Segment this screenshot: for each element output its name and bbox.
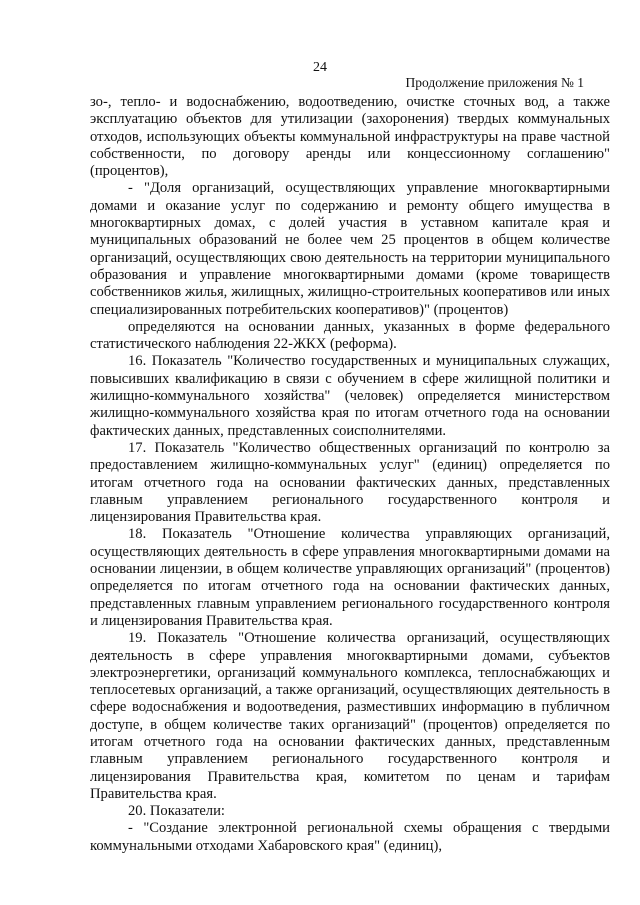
- document-body: [90, 94, 610, 855]
- paragraph-indicator-19: 19. Показатель "Отношение количества организаций, осуществляющих деятельность в сфере управления многоквартирными домами, субъектов электроэнергетики, организаций коммунального комплекса, теплоснабжающих и теплосетевых организаций, а также организаций, осуществляющих деятельность в сфере водоснабжения и водоотведения, разместивших информацию в публичном доступе, в общем количестве таких организаций" (процентов) определяется по итогам отчетного года на основании фактических данных, представленным главным управлением регионального государственного контроля и лицензирования Правительства края, комитетом по ценам и тарифам Правительства края.: [90, 630, 610, 802]
- paragraph-indicator-17: 17. Показатель "Количество общественных организаций по контролю за предоставлением жилищно-коммунальных услуг" (единиц) определяется по итогам отчетного года на основании фактических данных, представленных главным управлением регионального государственного контроля и лицензирования Правительства края.: [90, 439, 610, 526]
- paragraph-indicator-16: 16. Показатель "Количество государственных и муниципальных служащих, повысивших квалификацию в связи с обучением в сфере жилищной политики и жилищно-коммунального хозяйства" (человек) определяется министерством жилищно-коммунального хозяйства края по итогам отчетного года на основании фактических данных, представленных соисполнителями.: [90, 353, 610, 439]
- paragraph-share-of-organizations: - "Доля организаций, осуществляющих управление многоквартирными домами и оказание услуг по содержанию и ремонту общего имущества в многоквартирных домах, с долей участия в уставном капитале края и муниципальных образований не более чем 25 процентов в общем количестве организаций, осуществляющих свою деятельность на территории муниципального образования и управление многоквартирными домами (кроме товариществ собственников жилья, жилищных, жилищно-строительных кооперативов или иных специализированных потребительских кооперативов)" (процентов): [90, 180, 610, 318]
- page-number: 24: [313, 60, 327, 75]
- paragraph-determination-source: определяются на основании данных, указанных в форме федерального статистического наблюдения 22-ЖКХ (реформа).: [90, 318, 610, 353]
- paragraph-indicator-20-item: - "Создание электронной региональной схемы обращения с твердыми коммунальными отходами Хабаровского края" (единиц),: [90, 820, 610, 854]
- paragraph-indicator-18: 18. Показатель "Отношение количества управляющих организаций, осуществляющих деятельность в сфере управления многоквартирными домами на основании лицензии, в общем количестве управляющих организаций" (процентов) определяется по итогам отчетного года на основании фактических данных, представленных главным управлением регионального государственного контроля и лицензирования Правительства края.: [90, 526, 610, 629]
- appendix-continuation-note: Продолжение приложения № 1: [405, 75, 584, 90]
- paragraph-indicator-20-heading: 20. Показатели:: [128, 803, 225, 820]
- paragraph-continuation: зо-, тепло- и водоснабжению, водоотведению, очистке сточных вод, а также эксплуатацию объектов для утилизации (захоронения) твердых коммунальных отходов, использующих объекты коммунальной инфраструктуры на праве частной собственности, по договору аренды или концессионному соглашению" (процентов),: [90, 94, 610, 180]
